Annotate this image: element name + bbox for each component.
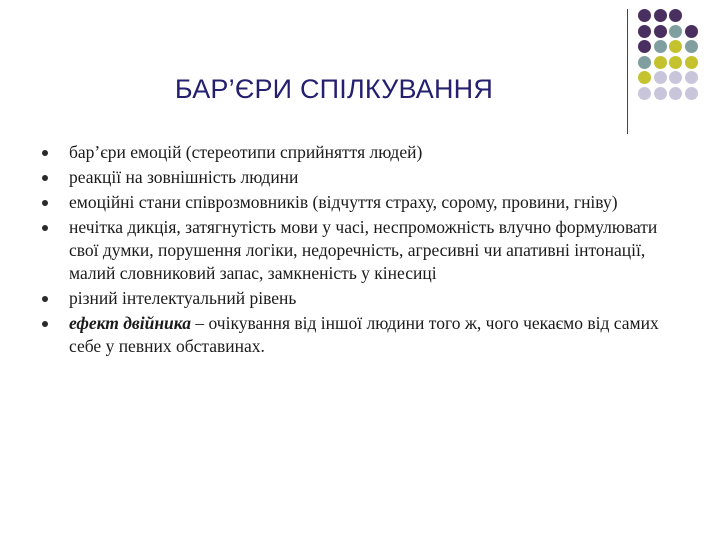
bullet-list — [42, 141, 662, 360]
decorative-dot — [685, 71, 698, 84]
decorative-dot — [638, 56, 651, 69]
bullet-text: реакції на зовнішність людини — [69, 167, 299, 187]
decorative-dot — [654, 87, 667, 100]
decorative-dot — [654, 25, 667, 38]
decorative-dot — [638, 71, 651, 84]
decorative-dot-grid — [638, 9, 710, 134]
bullet-item — [42, 191, 662, 214]
decorative-dot — [669, 56, 682, 69]
bullet-text: – очікування від іншої людини того ж, чого чекаємо від самих себе у певних обставинах. — [69, 313, 659, 356]
decorative-dot — [638, 25, 651, 38]
decorative-dot — [638, 9, 651, 22]
bullet-text: емоційні стани співрозмовників (відчуття страху, сорому, провини, гніву) — [69, 192, 618, 212]
decorative-dot — [638, 40, 651, 53]
decorative-dot — [654, 40, 667, 53]
bullet-icon — [42, 150, 48, 156]
decorative-dot — [654, 9, 667, 22]
bullet-icon — [42, 200, 48, 206]
decorative-dot — [669, 87, 682, 100]
decorative-dot — [669, 25, 682, 38]
slide-title: БАР’ЄРИ СПІЛКУВАННЯ — [174, 74, 494, 104]
decorative-dot — [669, 71, 682, 84]
bullet-text: бар’єри емоцій (стереотипи сприйняття людей) — [69, 142, 423, 162]
bullet-item — [42, 287, 662, 310]
bullet-item — [42, 141, 662, 164]
decorative-divider-line — [627, 9, 628, 134]
decorative-dot — [654, 56, 667, 69]
decorative-dot — [654, 71, 667, 84]
bullet-text: нечітка дикція, затягнутість мови у часі, неспроможність влучно формулювати свої думки, порушення логіки, недоречність, агресивні чи апативні інтонації, малий словниковий запас, замкненість у кінесиці — [69, 217, 658, 283]
bullet-text: різний інтелектуальний рівень — [69, 288, 297, 308]
bullet-icon — [42, 296, 48, 302]
decorative-dot — [669, 40, 682, 53]
bullet-icon — [42, 175, 48, 181]
decorative-dot — [638, 87, 651, 100]
bullet-item — [42, 216, 662, 285]
decorative-dot — [685, 40, 698, 53]
decorative-dot — [685, 56, 698, 69]
decorative-dot — [685, 87, 698, 100]
bullet-item — [42, 312, 662, 358]
bullet-item — [42, 166, 662, 189]
bullet-icon — [42, 321, 48, 327]
emphasized-term: ефект двійника — [69, 313, 191, 333]
decorative-dot — [669, 9, 682, 22]
bullet-icon — [42, 225, 48, 231]
decorative-dot — [685, 25, 698, 38]
